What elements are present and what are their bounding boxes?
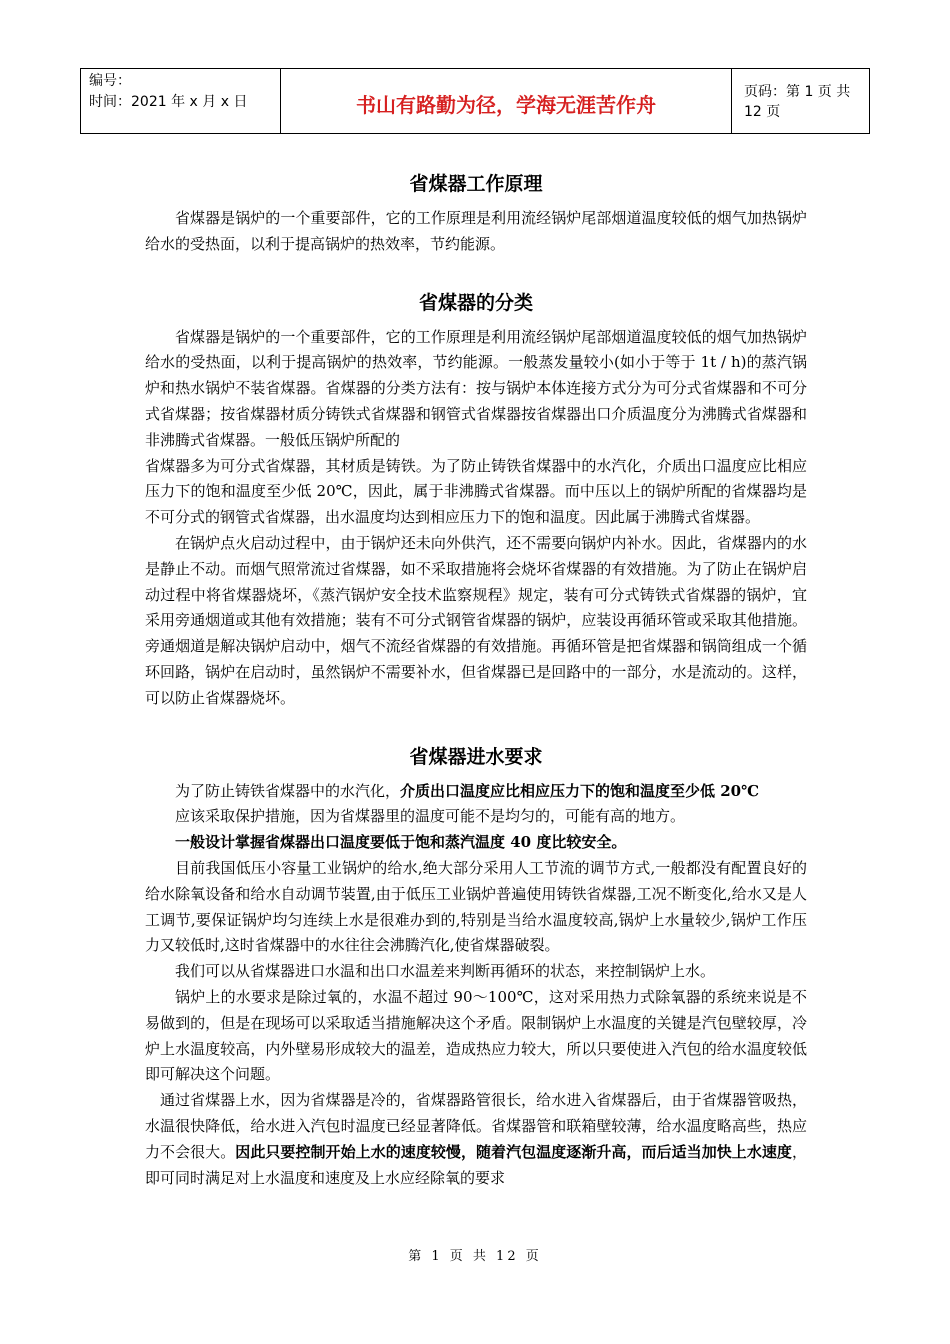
section-title-principle: 省煤器工作原理 xyxy=(409,173,543,195)
paragraph: 锅炉上的水要求是除过氧的，水温不超过 90～100℃，这对采用热力式除氧器的系统来说是不易做到的，但是在现场可以采取适当措施解决这个矛盾。限制锅炉上水温度的关键是汽包壁较厚，冷炉上水温度较高，内外壁易形成较大的温差，造成热应力较大，所以只要使进入汽包的给水温度较低即可解决这个问题。 xyxy=(145,987,807,1084)
paragraph: 在锅炉点火启动过程中，由于锅炉还未向外供汽，还不需要向锅炉内补水。因此，省煤器内的水是静止不动。而烟气照常流过省煤器，如不采取措施将会烧坏省煤器的有效措施。为了防止在锅炉启动过程中将省煤器烧坏，《蒸汽锅炉安全技术监察规程》规定，装有可分式铸铁式省煤器的锅炉，宜采用旁通烟道或其他有效措施；装有不可分式钢管省煤器的锅炉，应装设再循环管或采取其他措施。旁通烟道是解决锅炉启动中，烟气不流经省煤器的有效措施。再循环管是把省煤器和锅筒组成一个循环回路，锅炉在启动时，虽然锅炉不需要补水，但省煤器已是回路中的一部分，水是流动的。这样，可以防止省煤器烧坏。 xyxy=(145,533,807,707)
text-span: 为了防止铸铁省煤器中的水汽化， xyxy=(175,781,401,800)
date-label: 时间：2021 年 x 月 x 日 xyxy=(89,94,248,110)
header-table xyxy=(80,68,870,134)
paragraph-bold xyxy=(145,830,807,856)
paragraph: 我们可以从省煤器进口水温和出口水温差来判断再循环的状态，来控制锅炉上水。 xyxy=(175,962,716,981)
number-label: 编号： xyxy=(89,73,131,89)
paragraph xyxy=(145,779,807,805)
paragraph xyxy=(145,1088,807,1191)
header-page-info: 页码：第 1 页 共 12 页 xyxy=(744,84,851,120)
text-span: ，即可同时满足对上水温度和速度及上水应经除氧的要求 xyxy=(145,1142,807,1187)
text-span: 通过省煤器上水，因为省煤器是冷的，省煤器路管很长，给水进入省煤器后，由于省煤器管吸热，水温很快降低，给水进入汽包时温度已经显著降低。省煤器管和联箱壁较薄，给水温度略高些，热应力不会很大。 xyxy=(145,1091,807,1161)
paragraph: 目前我国低压小容量工业锅炉的给水,绝大部分采用人工节流的调节方式,一般都没有配置良好的给水除氧设备和给水自动调节装置,由于低压工业锅炉普遍使用铸铁省煤器,工况不断变化,给水又是人工调节,要保证锅炉均匀连续上水是很难办到的,特别是当给水温度较高,锅炉上水量较少,锅炉工作压力又较低时,这时省煤器中的水往往会沸腾汽化,使省煤器破裂。 xyxy=(145,858,807,955)
paragraph: 省煤器是锅炉的一个重要部件，它的工作原理是利用流经锅炉尾部烟道温度较低的烟气加热锅炉给水的受热面，以利于提高锅炉的热效率，节约能源。 xyxy=(145,209,807,253)
paragraph: 省煤器是锅炉的一个重要部件，它的工作原理是利用流经锅炉尾部烟道温度较低的烟气加热锅炉给水的受热面，以利于提高锅炉的热效率，节约能源。一般蒸发量较小(如小于等于 1t / h)的蒸汽锅炉和热水锅炉不装省煤器。省煤器的分类方法有：按与锅炉本体连接方式分为可分式省煤器和不可分式省煤器；按省煤器材质分铸铁式省煤器和钢管式省煤器按省煤器出口介质温度分为沸腾式省煤器和非沸腾式省煤器。一般低压锅炉所配的 xyxy=(145,327,807,449)
header-meta xyxy=(81,69,281,133)
bold-text-span: 一般设计掌握省煤器出口温度要低于饱和蒸汽温度 40 度比较安全。 xyxy=(175,833,627,852)
document-body xyxy=(145,166,807,1191)
paragraph: 省煤器多为可分式省煤器，其材质是铸铁。为了防止铸铁省煤器中的水汽化，介质出口温度应比相应压力下的饱和温度至少低 20℃，因此，属于非沸腾式省煤器。而中压以上的锅炉所配的省煤器均是不可分式的钢管式省煤器，出水温度均达到相应压力下的饱和温度。因此属于沸腾式省煤器。 xyxy=(145,456,807,527)
page-footer: 第 1 页 共 12 页 xyxy=(408,1249,542,1264)
section-title-classification: 省煤器的分类 xyxy=(418,291,533,314)
header-motto: 书山有路勤为径，学海无涯苦作舟 xyxy=(281,69,732,133)
bold-text-span: 介质出口温度应比相应压力下的饱和温度至少低 20℃ xyxy=(400,781,760,800)
section-title-water-requirements: 省煤器进水要求 xyxy=(409,745,543,768)
paragraph: 应该采取保护措施，因为省煤器里的温度可能不是均匀的，可能有高的地方。 xyxy=(175,807,686,826)
bold-text-span: 因此只要控制开始上水的速度较慢，随着汽包温度逐渐升高，而后适当加快上水速度 xyxy=(235,1142,792,1161)
